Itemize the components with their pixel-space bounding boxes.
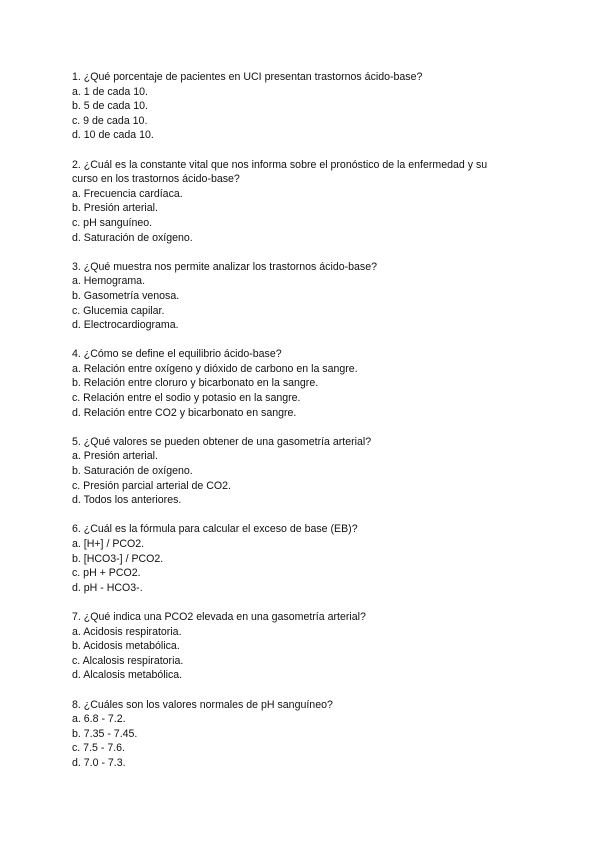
- option-c: c. 9 de cada 10.: [72, 114, 148, 127]
- option-b: b. Presión arterial.: [72, 202, 158, 215]
- option-a: a. Frecuencia cardíaca.: [72, 187, 183, 200]
- question-text: 6. ¿Cuál es la fórmula para calcular el exceso de base (EB)?: [72, 523, 358, 536]
- option-a: a. 6.8 - 7.2.: [72, 713, 126, 726]
- question-text: 4. ¿Cómo se define el equilibrio ácido-base?: [72, 348, 282, 361]
- option-d: d. 7.0 - 7.3.: [72, 756, 126, 769]
- option-c: c. pH + PCO2.: [72, 567, 141, 580]
- question-5: [72, 435, 512, 508]
- option-c: c. Presión parcial arterial de CO2.: [72, 479, 231, 492]
- option-b: b. Saturación de oxígeno.: [72, 465, 193, 478]
- option-a: a. 1 de cada 10.: [72, 85, 148, 98]
- question-6: [72, 522, 512, 595]
- option-d: d. Todos los anteriores.: [72, 494, 182, 507]
- question-4: [72, 347, 512, 420]
- option-d: d. Electrocardiograma.: [72, 319, 179, 332]
- option-b: b. Gasometría venosa.: [72, 289, 180, 302]
- question-text: 7. ¿Qué indica una PCO2 elevada en una gasometría arterial?: [72, 610, 366, 623]
- option-a: a. Presión arterial.: [72, 450, 158, 463]
- option-list: [72, 274, 512, 332]
- option-c: c. Glucemia capilar.: [72, 304, 165, 317]
- option-list: [72, 187, 512, 245]
- option-a: a. [H+] / PCO2.: [72, 538, 145, 550]
- option-list: [72, 712, 512, 770]
- option-c: c. Relación entre el sodio y potasio en la sangre.: [72, 392, 301, 405]
- option-b: b. [HCO3-] / PCO2.: [72, 552, 164, 565]
- option-b: b. 5 de cada 10.: [72, 100, 148, 113]
- question-2: [72, 158, 512, 246]
- option-d: d. pH - HCO3-.: [72, 581, 143, 594]
- option-list: [72, 625, 512, 683]
- option-a: a. Hemograma.: [72, 275, 146, 288]
- option-d: d. Alcalosis metabólica.: [72, 669, 183, 682]
- question-text: 2. ¿Cuál es la constante vital que nos informa sobre el pronóstico de la enfermedad y su curso en los trastornos ácido-base?: [72, 158, 488, 186]
- option-b: b. Relación entre cloruro y bicarbonato en la sangre.: [72, 377, 319, 390]
- option-list: [72, 537, 512, 595]
- question-7: [72, 610, 512, 683]
- question-text: 5. ¿Qué valores se pueden obtener de una gasometría arterial?: [72, 435, 372, 448]
- question-text: 3. ¿Qué muestra nos permite analizar los trastornos ácido-base?: [72, 260, 378, 273]
- option-b: b. 7.35 - 7.45.: [72, 727, 138, 740]
- question-text: 1. ¿Qué porcentaje de pacientes en UCI presentan trastornos ácido-base?: [72, 71, 423, 83]
- option-a: a. Acidosis respiratoria.: [72, 625, 182, 638]
- quiz-page: [72, 70, 512, 785]
- option-d: d. 10 de cada 10.: [72, 129, 154, 142]
- option-d: d. Relación entre CO2 y bicarbonato en sangre.: [72, 406, 297, 419]
- option-c: c. Alcalosis respiratoria.: [72, 654, 184, 667]
- question-text: 8. ¿Cuáles son los valores normales de pH sanguíneo?: [72, 698, 333, 711]
- question-1: [72, 70, 512, 143]
- option-a: a. Relación entre oxígeno y dióxido de carbono en la sangre.: [72, 362, 358, 375]
- option-d: d. Saturación de oxígeno.: [72, 231, 193, 244]
- option-list: [72, 449, 512, 507]
- option-c: c. pH sanguíneo.: [72, 216, 153, 229]
- option-list: [72, 85, 512, 143]
- option-b: b. Acidosis metabólica.: [72, 640, 180, 653]
- option-list: [72, 362, 512, 420]
- question-3: [72, 260, 512, 333]
- question-8: [72, 698, 512, 771]
- option-c: c. 7.5 - 7.6.: [72, 742, 125, 755]
